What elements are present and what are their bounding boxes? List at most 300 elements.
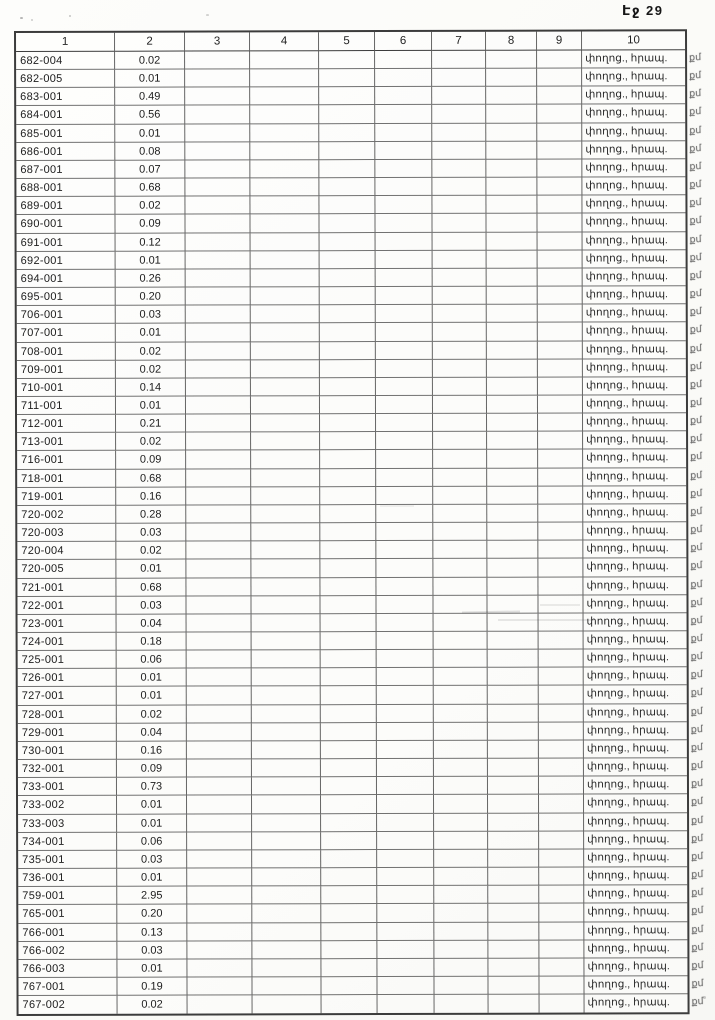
empty-cell: [375, 160, 432, 178]
table-body: [16, 50, 704, 1014]
parcel-code-cell: 721-001: [17, 578, 116, 596]
margin-mark: քմ: [689, 251, 702, 264]
area-value-cell: 0.14: [116, 378, 186, 396]
parcel-code-cell: 723-001: [18, 615, 117, 633]
land-use-cell: փողոց., հրապ.: [583, 395, 686, 413]
empty-cell: [376, 232, 433, 250]
area-value-cell: 0.12: [116, 233, 186, 251]
empty-cell: [250, 142, 319, 160]
empty-cell: [251, 269, 320, 287]
column-header-5: 5: [319, 32, 375, 51]
empty-cell: [434, 922, 488, 940]
area-value-cell: 0.01: [117, 869, 187, 887]
empty-cell: [487, 541, 538, 559]
parcel-code-cell: 725-001: [18, 651, 117, 669]
land-use-cell: փողոց., հրապ.: [582, 68, 685, 86]
empty-cell: [538, 468, 583, 486]
empty-cell: [538, 523, 583, 541]
cadastral-table: [14, 29, 704, 1016]
empty-cell: [186, 251, 251, 269]
margin-mark: քմ: [690, 669, 703, 681]
empty-cell: [488, 886, 539, 904]
empty-cell: [377, 959, 434, 977]
land-use-cell: փողոց., հրապ.: [583, 323, 686, 341]
empty-cell: [186, 578, 251, 596]
parcel-code-cell: 730-001: [18, 742, 117, 760]
parcel-code-cell: 692-001: [17, 251, 116, 269]
empty-cell: [487, 305, 538, 323]
empty-cell: [187, 923, 252, 941]
land-use-cell: փողոց., հրապ.: [584, 686, 687, 704]
empty-cell: [434, 777, 488, 795]
table-row: [18, 686, 704, 706]
area-value-cell: 0.09: [115, 215, 185, 233]
empty-cell: [487, 577, 538, 595]
margin-mark: քմ: [691, 923, 704, 935]
parcel-code-cell: 706-001: [17, 306, 116, 324]
table-row: [18, 958, 704, 978]
empty-cell: [185, 178, 250, 196]
empty-cell: [321, 723, 377, 741]
empty-cell: [186, 542, 251, 560]
empty-cell: [376, 541, 433, 559]
empty-cell: [252, 796, 321, 814]
empty-cell: [187, 632, 252, 650]
empty-cell: [433, 250, 487, 268]
empty-cell: [487, 232, 538, 250]
table-row: [17, 468, 703, 488]
area-value-cell: 0.04: [117, 614, 187, 632]
empty-cell: [321, 959, 377, 977]
margin-mark: քմ: [689, 469, 703, 482]
column-header-8: 8: [486, 32, 537, 51]
parcel-code-cell: 710-001: [17, 379, 116, 397]
area-value-cell: 0.02: [118, 996, 188, 1014]
area-value-cell: 0.02: [116, 542, 186, 560]
empty-cell: [432, 51, 486, 69]
land-use-cell: փողոց., հրապ.: [584, 776, 687, 794]
table-row: [16, 159, 702, 179]
empty-cell: [320, 305, 376, 323]
area-value-cell: 0.68: [115, 179, 185, 197]
empty-cell: [434, 650, 488, 668]
empty-cell: [432, 123, 486, 141]
margin-mark: քմ: [691, 869, 704, 881]
empty-cell: [434, 741, 488, 759]
parcel-code-cell: 716-001: [17, 451, 116, 469]
empty-cell: [376, 577, 433, 595]
empty-cell: [486, 214, 537, 232]
parcel-code-cell: 726-001: [18, 669, 117, 687]
margin-mark: քմ: [690, 578, 703, 590]
empty-cell: [539, 831, 584, 849]
area-value-cell: 0.13: [117, 923, 187, 941]
margin-mark: քմ: [690, 796, 704, 808]
column-header-4: 4: [250, 32, 319, 51]
margin-mark: քմ: [688, 51, 702, 64]
empty-cell: [434, 977, 488, 995]
margin-mark: քմ: [690, 524, 703, 536]
empty-cell: [186, 342, 251, 360]
empty-cell: [321, 741, 377, 759]
area-value-cell: 0.06: [117, 651, 187, 669]
empty-cell: [537, 69, 582, 87]
margin-mark: քմ: [689, 197, 702, 209]
empty-cell: [375, 87, 432, 105]
parcel-code-cell: 690-001: [16, 215, 115, 233]
land-use-cell: փողոց., հրապ.: [582, 195, 685, 213]
empty-cell: [250, 196, 319, 214]
empty-cell: [539, 650, 584, 668]
empty-cell: [537, 214, 582, 232]
empty-cell: [377, 686, 434, 704]
empty-cell: [539, 686, 584, 704]
empty-cell: [538, 577, 583, 595]
margin-mark: քմ: [689, 415, 703, 427]
empty-cell: [433, 487, 487, 505]
land-use-cell: փողոց., հրապ.: [584, 722, 687, 740]
area-value-cell: 0.01: [117, 959, 187, 977]
empty-cell: [376, 287, 433, 305]
empty-cell: [486, 69, 537, 87]
parcel-code-cell: 732-001: [18, 760, 117, 778]
empty-cell: [434, 795, 488, 813]
empty-cell: [187, 651, 252, 669]
empty-cell: [252, 741, 321, 759]
column-header-2: 2: [115, 33, 185, 52]
empty-cell: [187, 723, 252, 741]
empty-cell: [250, 106, 319, 124]
parcel-code-cell: 707-001: [17, 324, 116, 342]
empty-cell: [251, 596, 320, 614]
empty-cell: [487, 559, 538, 577]
table-row: [17, 268, 702, 288]
empty-cell: [539, 976, 584, 994]
parcel-code-cell: 729-001: [18, 724, 117, 742]
empty-cell: [321, 832, 377, 850]
table-row: [17, 522, 703, 542]
land-use-cell: փողոց., հրապ.: [583, 341, 686, 359]
parcel-code-cell: 709-001: [17, 360, 116, 378]
empty-cell: [537, 51, 582, 69]
empty-cell: [433, 505, 487, 523]
parcel-code-cell: 724-001: [18, 633, 117, 651]
empty-cell: [187, 759, 252, 777]
table-row: [17, 595, 703, 615]
empty-cell: [321, 850, 377, 868]
empty-cell: [433, 269, 487, 287]
empty-cell: [320, 287, 376, 305]
empty-cell: [432, 160, 486, 178]
empty-cell: [538, 305, 583, 323]
empty-cell: [252, 814, 321, 832]
parcel-code-cell: 689-001: [16, 197, 115, 215]
empty-cell: [539, 613, 584, 631]
area-value-cell: 0.02: [116, 342, 186, 360]
area-value-cell: 0.20: [117, 905, 187, 923]
empty-cell: [489, 995, 540, 1013]
empty-cell: [488, 868, 539, 886]
empty-cell: [537, 159, 582, 177]
empty-cell: [488, 977, 539, 995]
empty-cell: [377, 759, 434, 777]
empty-cell: [251, 378, 320, 396]
empty-cell: [538, 432, 583, 450]
empty-cell: [488, 686, 539, 704]
empty-cell: [539, 922, 584, 940]
empty-cell: [434, 723, 488, 741]
parcel-code-cell: 685-001: [16, 124, 115, 142]
table-row: [18, 849, 704, 869]
empty-cell: [538, 377, 583, 395]
table-row: [18, 722, 704, 742]
land-use-cell: փողոց., հրապ.: [583, 468, 686, 486]
empty-cell: [487, 396, 538, 414]
empty-cell: [377, 741, 434, 759]
empty-cell: [252, 669, 321, 687]
margin-mark: քմ: [689, 433, 703, 445]
land-use-cell: փողոց., հրապ.: [583, 450, 686, 468]
empty-cell: [186, 433, 251, 451]
empty-cell: [319, 214, 375, 232]
empty-cell: [538, 414, 583, 432]
empty-cell: [320, 541, 376, 559]
empty-cell: [188, 996, 253, 1014]
empty-cell: [377, 632, 434, 650]
empty-cell: [251, 305, 320, 323]
empty-cell: [251, 541, 320, 559]
table-row: [18, 649, 703, 669]
empty-cell: [320, 378, 376, 396]
empty-cell: [537, 123, 582, 141]
margin-mark: քմ: [690, 632, 703, 645]
table-row: [18, 940, 704, 960]
parcel-code-cell: 694-001: [17, 270, 116, 288]
empty-cell: [377, 650, 434, 668]
empty-cell: [186, 396, 251, 414]
empty-cell: [320, 469, 376, 487]
land-use-cell: փողոց., հրապ.: [584, 813, 687, 831]
empty-cell: [376, 305, 433, 323]
empty-cell: [320, 323, 376, 341]
area-value-cell: 0.01: [115, 124, 185, 142]
empty-cell: [377, 723, 434, 741]
empty-cell: [187, 778, 252, 796]
column-header-6: 6: [375, 32, 432, 51]
empty-cell: [251, 451, 320, 469]
land-use-cell: փողոց., հրապ.: [583, 559, 686, 577]
margin-mark: քմ: [690, 487, 703, 500]
empty-cell: [320, 432, 376, 450]
empty-cell: [187, 977, 252, 995]
area-value-cell: 0.01: [116, 324, 186, 342]
empty-cell: [377, 886, 434, 904]
empty-cell: [251, 251, 320, 269]
area-value-cell: 0.06: [117, 832, 187, 850]
empty-cell: [375, 178, 432, 196]
empty-cell: [185, 197, 250, 215]
empty-cell: [319, 142, 375, 160]
empty-cell: [376, 596, 433, 614]
scan-speck: [31, 19, 33, 21]
empty-cell: [252, 759, 321, 777]
empty-cell: [486, 105, 537, 123]
empty-cell: [187, 941, 252, 959]
empty-cell: [488, 613, 539, 631]
empty-cell: [251, 233, 320, 251]
margin-mark: քմ: [689, 288, 702, 300]
empty-cell: [321, 650, 377, 668]
empty-cell: [434, 704, 488, 722]
empty-cell: [375, 214, 432, 232]
empty-cell: [187, 705, 252, 723]
empty-cell: [377, 868, 434, 886]
empty-cell: [487, 377, 538, 395]
margin-mark: քմ: [690, 651, 703, 663]
parcel-code-cell: 688-001: [16, 179, 115, 197]
empty-cell: [319, 124, 375, 142]
area-value-cell: 0.01: [116, 397, 186, 415]
empty-cell: [320, 269, 376, 287]
empty-cell: [187, 887, 252, 905]
land-use-cell: փողոց., հրապ.: [583, 540, 686, 558]
table-row: [17, 377, 703, 397]
empty-cell: [186, 505, 251, 523]
area-value-cell: 0.01: [117, 814, 187, 832]
land-use-cell: փողոց., հրապ.: [584, 849, 687, 867]
table-row: [18, 831, 704, 851]
land-use-cell: փողոց., հրապ.: [583, 268, 686, 286]
parcel-code-cell: 766-001: [18, 923, 117, 941]
empty-cell: [187, 669, 252, 687]
land-use-cell: փողոց., հրապ.: [583, 377, 686, 395]
empty-cell: [251, 342, 320, 360]
empty-cell: [321, 923, 377, 941]
land-use-cell: փողոց., հրապ.: [584, 795, 687, 813]
land-use-cell: փողոց., հրապ.: [583, 359, 686, 377]
empty-cell: [433, 323, 487, 341]
empty-cell: [538, 341, 583, 359]
empty-cell: [252, 886, 321, 904]
empty-cell: [538, 541, 583, 559]
empty-cell: [486, 178, 537, 196]
empty-cell: [488, 922, 539, 940]
table-row: [16, 141, 702, 161]
empty-cell: [376, 487, 433, 505]
empty-cell: [377, 777, 434, 795]
empty-cell: [377, 941, 434, 959]
empty-cell: [186, 560, 251, 578]
empty-cell: [538, 486, 583, 504]
area-value-cell: 0.01: [117, 669, 187, 687]
empty-cell: [488, 668, 539, 686]
empty-cell: [488, 795, 539, 813]
empty-cell: [433, 450, 487, 468]
empty-cell: [434, 632, 488, 650]
empty-cell: [187, 959, 252, 977]
empty-cell: [253, 995, 322, 1013]
parcel-code-cell: 733-001: [18, 778, 117, 796]
empty-cell: [320, 523, 376, 541]
empty-cell: [186, 360, 251, 378]
empty-cell: [433, 378, 487, 396]
empty-cell: [251, 560, 320, 578]
area-value-cell: 0.04: [117, 723, 187, 741]
table-row: [17, 413, 703, 433]
empty-cell: [375, 69, 432, 87]
table-row: [18, 867, 704, 887]
empty-cell: [321, 705, 377, 723]
empty-cell: [250, 124, 319, 142]
empty-cell: [434, 831, 488, 849]
area-value-cell: 0.56: [115, 106, 185, 124]
land-use-cell: փողոց., հրապ.: [582, 159, 685, 177]
table-row: [16, 177, 702, 197]
empty-cell: [251, 287, 320, 305]
page-number: Էջ 29: [622, 3, 664, 18]
parcel-code-cell: 766-002: [18, 941, 117, 959]
margin-mark: քմ: [690, 778, 704, 790]
land-use-cell: փողոց., հրապ.: [583, 432, 686, 450]
scan-speck: [206, 14, 209, 16]
empty-cell: [377, 922, 434, 940]
empty-cell: [433, 414, 487, 432]
empty-cell: [250, 160, 319, 178]
empty-cell: [377, 832, 434, 850]
empty-cell: [487, 486, 538, 504]
table-row: [17, 232, 702, 252]
empty-cell: [538, 395, 583, 413]
table-row: [19, 994, 704, 1014]
margin-mark: քմ: [691, 941, 704, 954]
empty-cell: [488, 741, 539, 759]
empty-cell: [319, 160, 375, 178]
empty-cell: [538, 595, 583, 613]
empty-cell: [187, 687, 252, 705]
parcel-code-cell: 686-001: [16, 143, 115, 161]
margin-mark: քմ: [690, 596, 703, 609]
parcel-code-cell: 720-004: [17, 542, 116, 560]
table-row: [18, 704, 704, 724]
margin-mark: քմ: [689, 106, 702, 118]
empty-cell: [538, 268, 583, 286]
parcel-code-cell: 722-001: [17, 596, 116, 614]
column-header-9: 9: [537, 32, 582, 51]
empty-cell: [320, 251, 376, 269]
empty-cell: [488, 850, 539, 868]
empty-cell: [539, 704, 584, 722]
land-use-cell: փողոց., հրապ.: [584, 649, 687, 667]
land-use-cell: փողոց., հրապ.: [583, 504, 686, 522]
land-use-cell: փողոց., հրապ.: [584, 976, 687, 994]
empty-cell: [539, 940, 584, 958]
land-use-cell: փողոց., հրապ.: [584, 831, 687, 849]
empty-cell: [185, 160, 250, 178]
margin-mark: քմ: [689, 324, 703, 336]
margin-mark: քմ: [690, 614, 703, 627]
column-header-10: 10: [582, 31, 685, 50]
empty-cell: [487, 432, 538, 450]
parcel-code-cell: 683-001: [16, 88, 115, 106]
empty-cell: [321, 814, 377, 832]
empty-cell: [251, 324, 320, 342]
land-use-cell: փողոց., հրապ.: [583, 522, 686, 540]
empty-cell: [434, 904, 488, 922]
parcel-code-cell: 765-001: [18, 905, 117, 923]
parcel-code-cell: 695-001: [17, 288, 116, 306]
parcel-code-cell: 718-001: [17, 469, 116, 487]
margin-mark: քմ: [689, 269, 702, 282]
